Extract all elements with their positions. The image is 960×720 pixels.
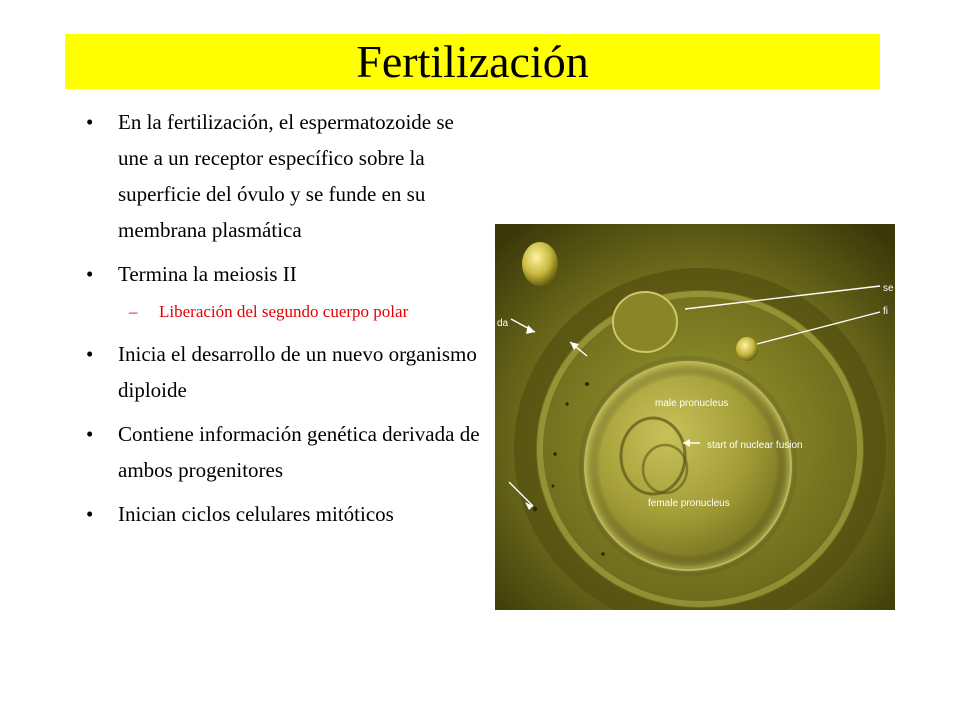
bullet-text: En la fertilización, el espermatozoide se une a un receptor específico sobre la superficie del óvulo y se funde en su membrana plasmática	[118, 110, 454, 242]
bullet-text: Termina la meiosis II	[118, 262, 297, 286]
label-male-pronucleus: male pronucleus	[655, 398, 729, 409]
bullet-text: Contiene información genética derivada de ambos progenitores	[118, 422, 480, 482]
bullet-item	[86, 496, 486, 532]
bullet-item	[86, 256, 486, 292]
bullet-marker: •	[86, 342, 94, 366]
sub-bullet-marker: –	[129, 302, 138, 321]
label-top-right-2: fi	[883, 306, 888, 317]
label-top-right-1: se	[883, 283, 894, 294]
bullet-marker: •	[86, 262, 94, 286]
slide-title: Fertilización	[356, 36, 589, 87]
sub-bullet-item	[86, 296, 486, 328]
bullet-item	[86, 104, 486, 248]
bullet-text: Inicia el desarrollo de un nuevo organismo diploide	[118, 342, 477, 402]
bullet-item	[86, 416, 486, 488]
title-bar	[65, 34, 880, 89]
bullet-marker: •	[86, 422, 94, 446]
bullet-marker: •	[86, 110, 94, 134]
bullet-item	[86, 336, 486, 408]
bullet-list	[86, 104, 486, 540]
micrograph-image	[495, 224, 895, 610]
label-start-of-nuclear-fusion: start of nuclear fusion	[707, 440, 803, 451]
label-left-partial: da	[497, 318, 509, 329]
label-female-pronucleus: female pronucleus	[648, 498, 730, 509]
fertilization-micrograph	[495, 224, 895, 610]
bullet-marker: •	[86, 502, 94, 526]
sub-bullet-text: Liberación del segundo cuerpo polar	[159, 302, 409, 321]
bullet-text: Inician ciclos celulares mitóticos	[118, 502, 394, 526]
